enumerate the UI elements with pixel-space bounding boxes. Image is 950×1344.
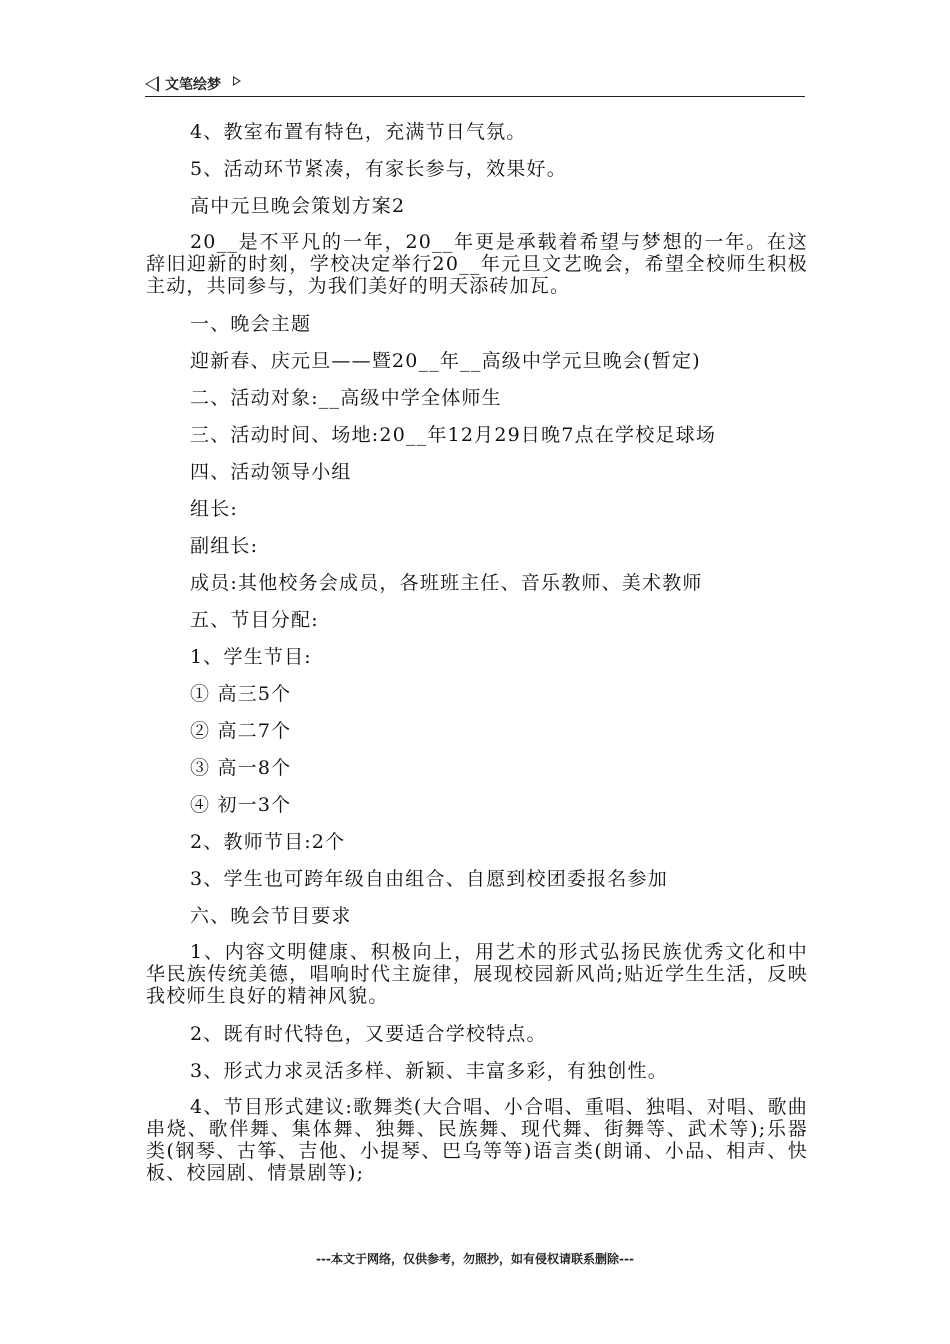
requirement-paragraph: 4、节目形式建议:歌舞类(大合唱、小合唱、重唱、独唱、对唱、歌曲串烧、歌伴舞、集体舞、独舞、民族舞、现代舞、街舞等、武术等);乐器类(钢琴、古筝、吉他、小提琴、巴乌等等)语言类(朗诵、小品、相声、快板、校园剧、情景剧等); (146, 1096, 808, 1184)
paragraph-item-5: 5、活动环节紧凑，有家长参与，效果好。 (190, 158, 567, 180)
allocation-item: ④ 初一3个 (190, 794, 292, 816)
section-title: 高中元旦晚会策划方案2 (190, 195, 406, 217)
leader-line: 组长: (190, 498, 239, 520)
free-combination-line: 3、学生也可跨年级自由组合、自愿到校团委报名参加 (190, 868, 668, 890)
page-header (145, 74, 805, 97)
requirement-paragraph: 3、形式力求灵活多样、新颖、丰富多彩，有独创性。 (190, 1060, 668, 1082)
heading-requirements: 六、晚会节目要求 (190, 905, 352, 927)
vice-leader-line: 副组长: (190, 535, 259, 557)
requirement-paragraph: 1、内容文明健康、积极向上，用艺术的形式弘扬民族优秀文化和中华民族传统美德，唱响时代主旋律，展现校园新风尚;贴近学生生活，反映我校师生良好的精神风貌。 (146, 941, 808, 1007)
heading-audience: 二、活动对象:__高级中学全体师生 (190, 387, 502, 409)
heading-theme: 一、晚会主题 (190, 313, 312, 335)
student-programs-line: 1、学生节目: (190, 646, 312, 668)
requirement-paragraph: 2、既有时代特色，又要适合学校特点。 (190, 1023, 547, 1045)
heading-leadership: 四、活动领导小组 (190, 461, 352, 483)
teacher-programs-line: 2、教师节目:2个 (190, 831, 346, 853)
document-body (146, 120, 808, 1199)
footer-disclaimer: ---本文于网络，仅供参考，勿照抄，如有侵权请联系删除--- (316, 1252, 634, 1266)
theme-text: 迎新春、庆元旦——暨20__年__高级中学元旦晚会(暂定) (190, 350, 701, 372)
intro-paragraph: 20__是不平凡的一年，20__年更是承载着希望与梦想的一年。在这辞旧迎新的时刻，学校决定举行20__年元旦文艺晚会，希望全校师生积极主动，共同参与，为我们美好的明天添砖加瓦。 (146, 231, 808, 297)
heading-time-place: 三、活动时间、场地:20__年12月29日晚7点在学校足球场 (190, 424, 717, 446)
right-triangle-icon (233, 76, 241, 86)
paragraph-item-4: 4、教室布置有特色，充满节日气氛。 (190, 121, 527, 143)
allocation-item: ② 高二7个 (190, 720, 292, 742)
allocation-item: ① 高三5个 (190, 683, 292, 705)
members-line: 成员:其他校务会成员，各班班主任、音乐教师、美术教师 (190, 572, 703, 594)
heading-allocation: 五、节目分配: (190, 609, 319, 631)
header-title: 文笔绘梦 (165, 77, 221, 93)
left-triangle-icon (145, 76, 159, 92)
allocation-item: ③ 高一8个 (190, 757, 292, 779)
